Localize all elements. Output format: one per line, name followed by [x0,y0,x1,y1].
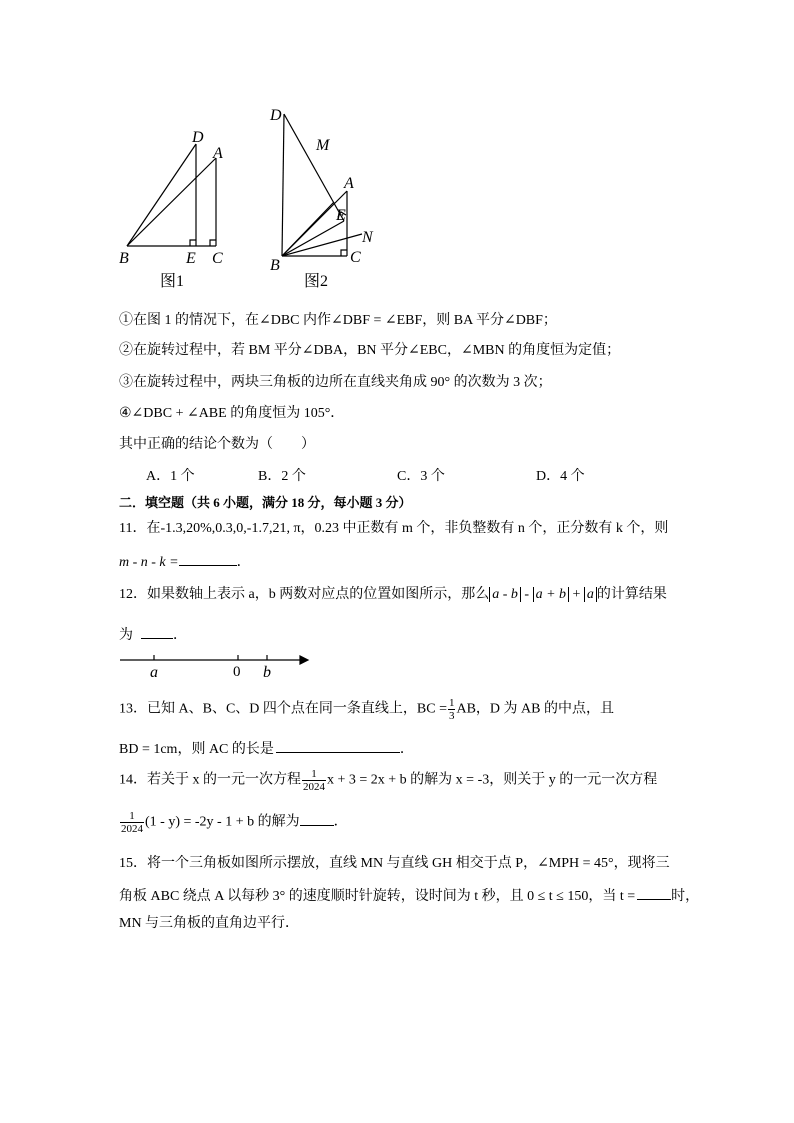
q10-option-d: D．4 个 [536,469,585,484]
line-db [282,114,284,256]
q10-statement-1: ①在图 1 的情况下，在∠DBC 内作∠DBF = ∠EBF，则 BA 平分∠DBF； [119,313,557,328]
line-be [282,221,344,256]
q10-statement-3: ③在旋转过程中，两块三角板的边所在直线夹角成 90° 的次数为 3 次； [119,375,552,390]
line-de [284,114,344,221]
q10-statement-2: ②在旋转过程中，若 BM 平分∠DBA，BN 平分∠EBC，∠MBN 的角度恒为定值； [119,343,621,358]
right-angle-c [210,240,216,246]
label-n: N [362,229,373,246]
section-2-heading: 二．填空题（共 6 小题，满分 18 分，每小题 3 分） [119,495,412,510]
q13-text-pre: 13．已知 A、B、C、D 四个点在同一条直线上，BC = [119,701,447,717]
q15-answer-blank[interactable] [637,885,671,900]
q13-answer-blank[interactable] [276,738,400,753]
q10-question: 其中正确的结论个数为（ ） [119,437,315,452]
q12-line-1 [119,586,667,604]
q15-text-end: 时， [671,889,700,904]
line-bd [127,144,196,246]
q14-period: ． [333,814,348,830]
label-c: C [212,250,223,267]
figure-2-caption: 图2 [304,273,329,290]
q15-line-3: MN 与三角板的直角边平行． [119,916,300,931]
q13-period: ． [399,742,414,757]
q12-answer-blank[interactable] [141,624,173,639]
q14-equation-2: (1 - y) = -2y - 1 + b 的解为 [145,814,300,830]
q12-abs-a-plus-b: a + b [533,587,569,602]
q14-line-2 [119,810,348,835]
figure-2 [262,100,392,300]
axis-label-a: a [150,664,158,681]
q14-line-1 [119,768,657,793]
q12-plus: + [569,587,584,602]
q10-option-a: A．1 个 [146,469,195,484]
q10-option-b: B．2 个 [258,469,306,484]
q12-abs-a-minus-b: a - b [489,587,521,602]
q13-text-post: AB，D 为 AB 的中点，且 [456,701,614,717]
figure-1-caption: 图1 [160,273,185,290]
q12-number-line [118,648,314,682]
line-ba [127,158,216,246]
q14-fraction-1: $\frac{1}{2024}$ [303,768,325,793]
q13-text-bd: BD = 1cm，则 AC 的长是 [119,742,274,757]
axis-arrow [300,656,308,664]
label-d: D [192,129,204,146]
q12-text-pre: 12．如果数轴上表示 a，b 两数对应点的位置如图所示，那么 [119,587,490,602]
q10-statement-4: ④∠DBC + ∠ABE 的角度恒为 105°． [119,406,345,421]
q12-text-post: 的计算结果 [596,587,667,602]
q14-answer-blank[interactable] [300,811,334,826]
axis-label-b: b [263,664,271,681]
q11-line-1: 11．在-1.3,20%,0.3,0,-1.7,21, π，0.23 中正数有 m 个，非负整数有 n 个，正分数有 k 个，则 [119,521,669,536]
q10-option-c: C．3 个 [397,469,445,484]
label-e: E [186,250,196,267]
q13-fraction: $\frac{1}{3}$ [448,697,455,722]
q12-period: ． [173,628,187,643]
q12-text-wei: 为 [119,628,133,643]
axis-label-zero: 0 [233,664,241,680]
q11-line-2 [119,551,251,572]
q11-period: ． [236,555,251,570]
q15-line-2 [119,885,699,906]
q11-expression: m - n - k = [119,555,179,570]
q12-abs-a: a [584,587,597,602]
figure-1 [110,120,250,300]
right-angle-e [190,240,196,246]
label-d: D [270,107,282,124]
q15-line-1: 15．将一个三角板如图所示摆放，直线 MN 与直线 GH 相交于点 P，∠MPH = 45°，现将三 [119,856,670,871]
label-b: B [270,257,280,274]
q12-minus: - [520,587,533,602]
q14-fraction-2: $\frac{1}{2024}$ [121,810,143,835]
q14-text-pre: 14．若关于 x 的一元一次方程 [119,772,301,788]
q13-line-1 [119,697,614,722]
right-angle-c [341,250,347,256]
q15-text-pre: 角板 ABC 绕点 A 以每秒 3° 的速度顺时针旋转，设时间为 t 秒，且 0 ≤ t ≤ 150，当 t = [119,889,636,904]
label-a: A [344,175,354,192]
q12-line-2 [119,624,187,645]
label-a: A [213,145,223,162]
label-c: C [350,249,361,266]
label-b: B [119,250,129,267]
label-e: E [336,207,346,224]
q14-text-post: x + 3 = 2x + b 的解为 x = -3，则关于 y 的一元一次方程 [327,772,658,788]
q13-line-2 [119,738,414,759]
label-m: M [316,137,330,154]
q11-answer-blank[interactable] [179,551,237,566]
